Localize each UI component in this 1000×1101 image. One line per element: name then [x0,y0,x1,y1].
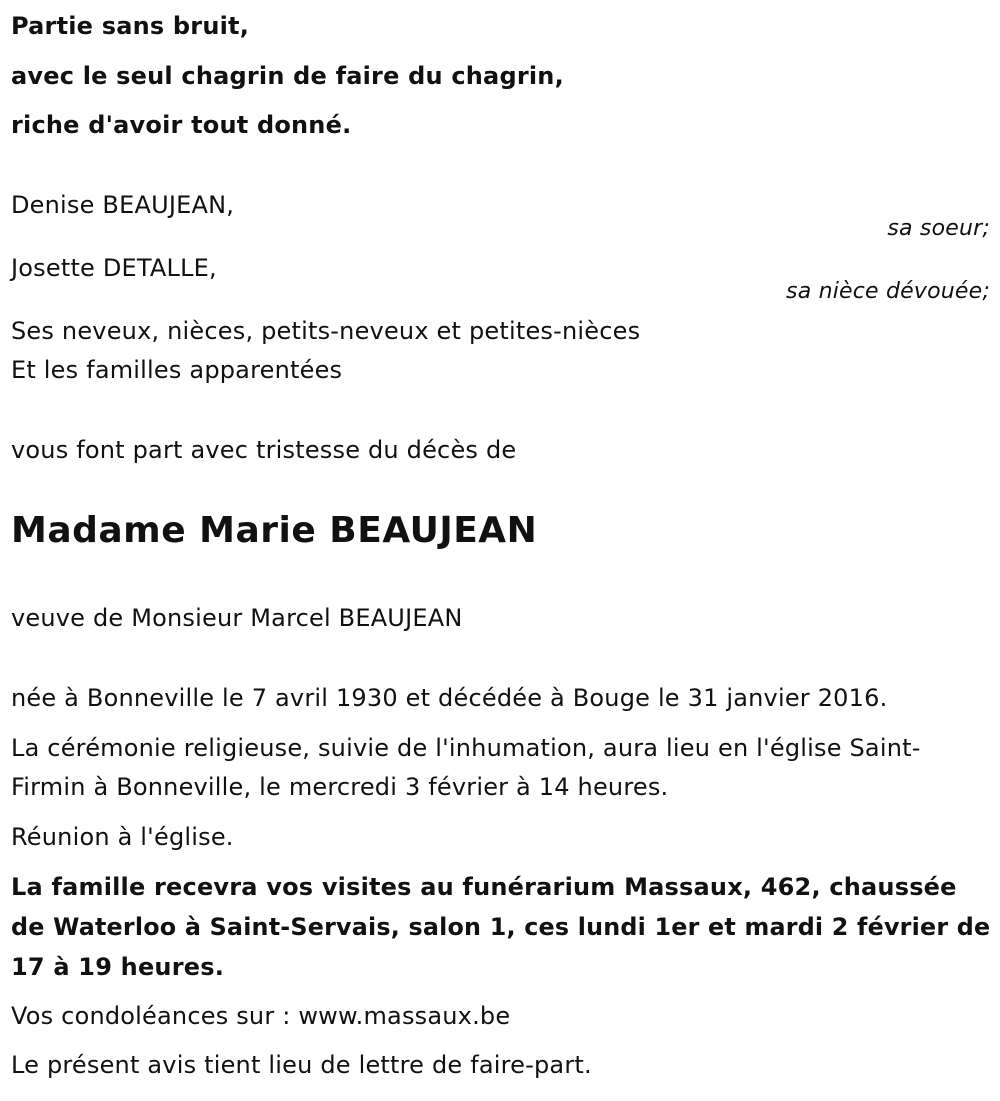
visits-line-3: 17 à 19 heures. [11,953,225,981]
announcement-text: vous font part avec tristesse du décès de [11,436,517,464]
closing-text: Le présent avis tient lieu de lettre de faire-part. [11,1051,592,1079]
visits-line-1: La famille recevra vos visites au funérarium Massaux, 462, chaussée [11,873,957,901]
condolences-text: Vos condoléances sur : www.massaux.be [11,1002,511,1030]
birth-death-text: née à Bonneville le 7 avril 1930 et décédée à Bouge le 31 janvier 2016. [11,684,888,712]
ceremony-line-1: La cérémonie religieuse, suivie de l'inhumation, aura lieu en l'église Saint- [11,734,921,762]
epitaph-line-2: avec le seul chagrin de faire du chagrin, [11,62,564,90]
meeting-text: Réunion à l'église. [11,823,234,851]
family-member-2-relation: sa nièce dévouée; [786,279,990,304]
family-member-1-name: Denise BEAUJEAN, [11,191,235,219]
family-others-line-2: Et les familles apparentées [11,356,343,384]
family-member-2-name: Josette DETALLE, [11,254,217,282]
visits-line-2: de Waterloo à Saint-Servais, salon 1, ces lundi 1er et mardi 2 février de [11,913,991,941]
widow-of-text: veuve de Monsieur Marcel BEAUJEAN [11,604,463,632]
ceremony-line-2: Firmin à Bonneville, le mercredi 3 février à 14 heures. [11,773,669,801]
deceased-name: Madame Marie BEAUJEAN [11,510,538,551]
family-others-line-1: Ses neveux, nièces, petits-neveux et petites-nièces [11,317,641,345]
epitaph-line-1: Partie sans bruit, [11,12,250,40]
family-member-1-relation: sa soeur; [887,216,990,241]
epitaph-line-3: riche d'avoir tout donné. [11,111,352,139]
